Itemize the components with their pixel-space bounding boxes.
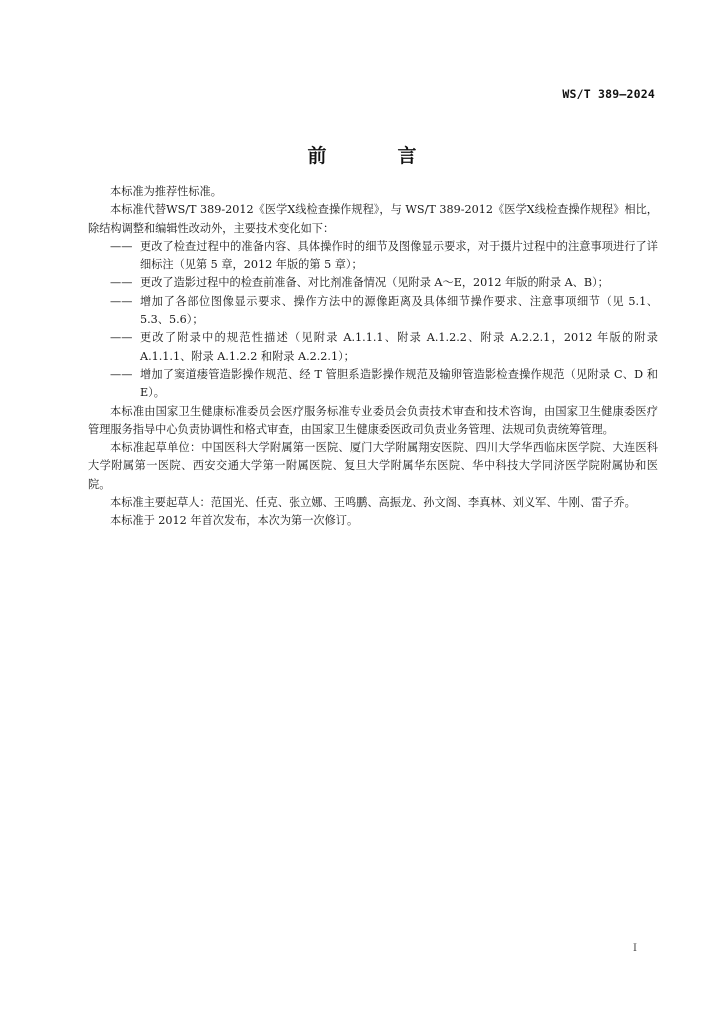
list-dash: —— [110, 367, 133, 381]
page-title: 前 言 [307, 145, 443, 167]
change-item-text: 增加了各部位图像显示要求、操作方法中的源像距离及具体细节操作要求、注意事项细节（见 5.1、5.3、5.6）； [140, 294, 658, 327]
change-item-text: 更改了附录中的规范性描述（见附录 A.1.1.1、附录 A.1.2.2、附录 A.2.2.1，2012 年版的附录 A.1.1.1、附录 A.1.2.2 和附录 A.2.2.1）； [140, 331, 658, 363]
replacement-paragraph: 本标准代替WS/T 389-2012《医学X线检查操作规程》，与 WS/T 389-2012《医学X线检查操作规程》相比，除结构调整和编辑性改动外，主要技术变化如下： [88, 203, 658, 235]
list-dash: —— [110, 276, 133, 290]
change-item [88, 274, 658, 292]
review-paragraph: 本标准由国家卫生健康标准委员会医疗服务标准专业委员会负责技术审查和技术咨询，由国家卫生健康委医疗管理服务指导中心负责协调性和格式审查，由国家卫生健康委医政司负责业务管理、法规司负责统筹管理。 [88, 404, 658, 436]
history-paragraph: 本标准于 2012 年首次发布，本次为第一次修订。 [110, 514, 359, 528]
change-item [88, 238, 658, 275]
change-item [88, 293, 658, 330]
standard-code: WS/T 389—2024 [562, 87, 655, 101]
foreword-body [88, 183, 658, 531]
list-dash: —— [110, 331, 133, 345]
list-dash: —— [110, 239, 133, 253]
intro-paragraph: 本标准为推荐性标准。 [110, 185, 222, 198]
change-item-text: 更改了造影过程中的检查前准备、对比剂准备情况（见附录 A～E，2012 年版的附录 A、B）； [140, 276, 609, 290]
drafters-paragraph: 本标准主要起草人：范国光、任克、张立娜、王鸣鹏、高振龙、孙文阁、李真林、刘义军、牛刚、雷子乔。 [110, 496, 636, 510]
page-number: I [633, 943, 637, 954]
change-item-text: 增加了窦道瘘管造影操作规范、经 T 管胆系造影操作规范及输卵管造影检查操作规范（见附录 C、D 和 E）。 [140, 367, 658, 400]
change-item [88, 366, 658, 403]
change-item-text: 更改了检查过程中的准备内容、具体操作时的细节及图像显示要求，对于摄片过程中的注意事项进行了详细标注（见第 5 章，2012 年版的第 5 章）； [140, 239, 658, 272]
list-dash: —— [110, 294, 133, 308]
change-item [88, 329, 658, 366]
drafting-units-paragraph: 本标准起草单位：中国医科大学附属第一医院、厦门大学附属翔安医院、四川大学华西临床医学院、大连医科大学附属第一医院、西安交通大学第一附属医院、复旦大学附属华东医院、华中科技大学同济医学院附属协和医院。 [88, 441, 658, 491]
technical-changes-list [88, 238, 658, 403]
